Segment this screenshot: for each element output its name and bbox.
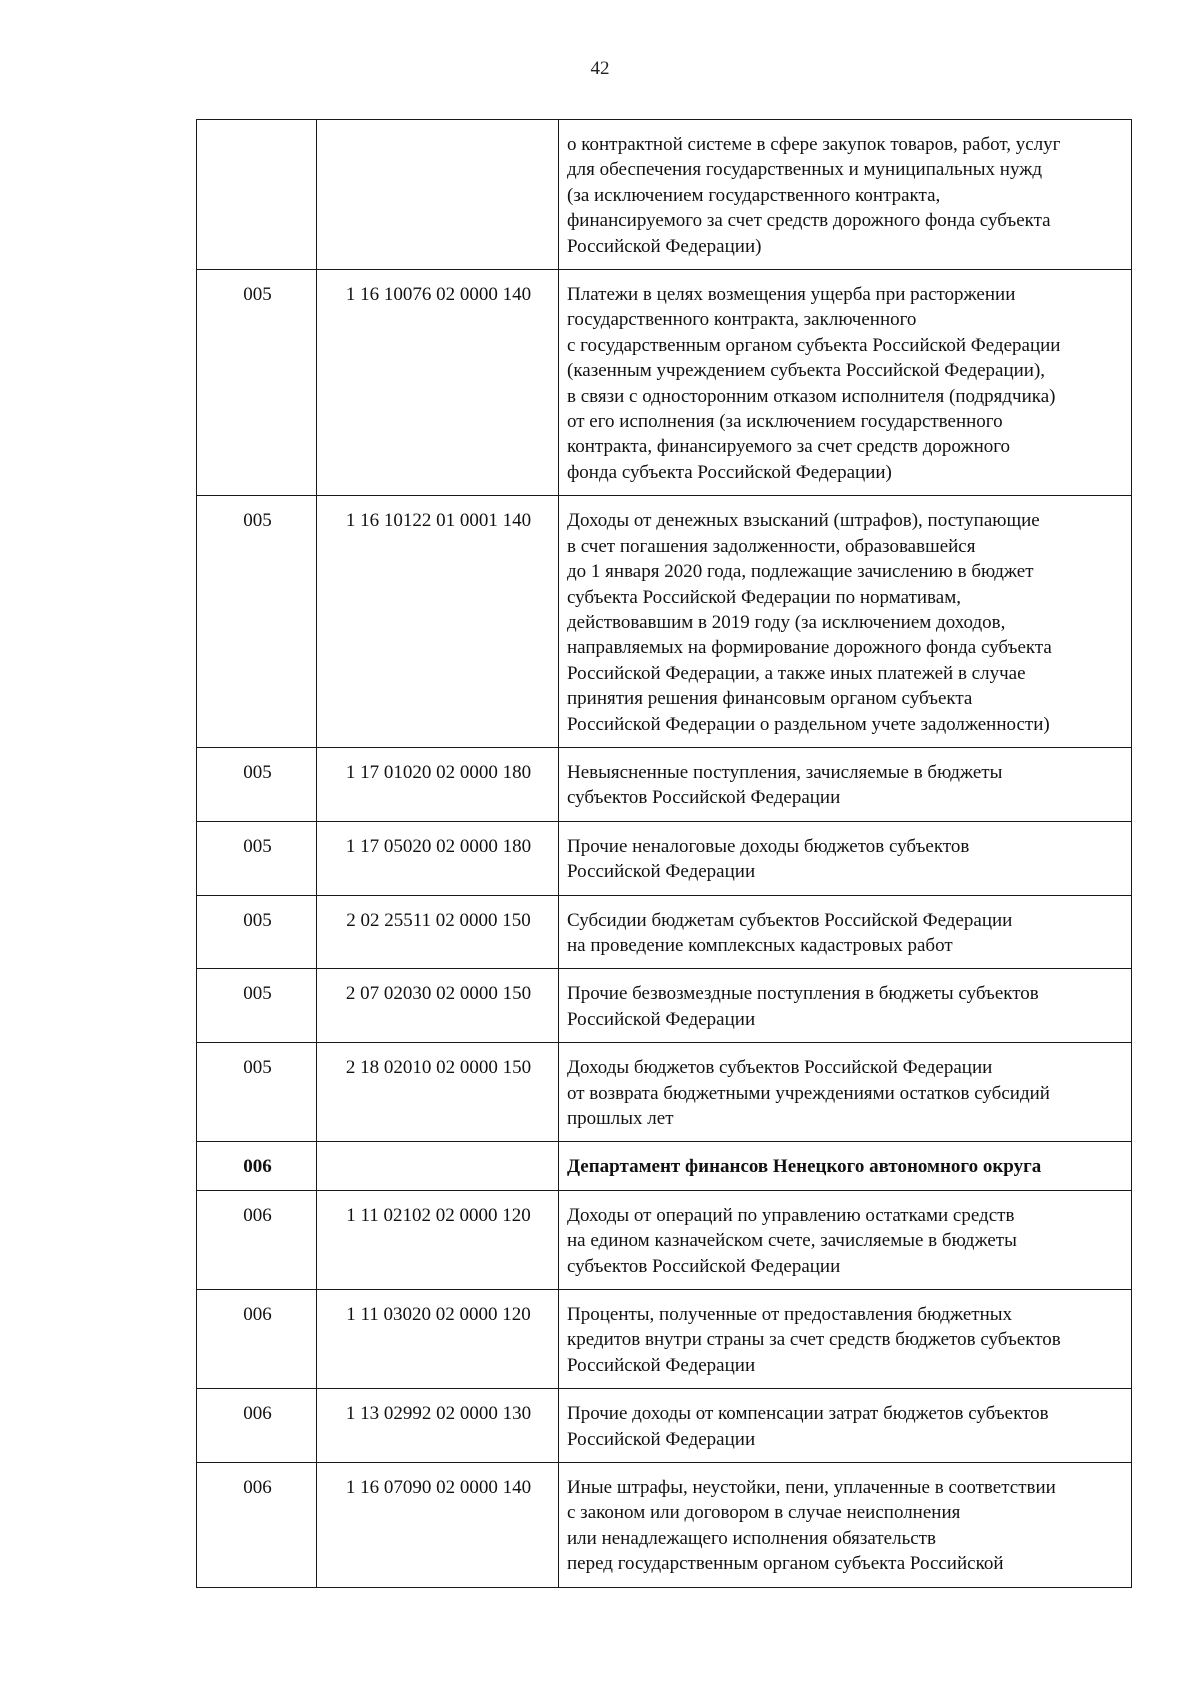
revenue-description-cell xyxy=(559,1142,1132,1190)
description-line: Российской Федерации) xyxy=(567,235,762,257)
table-row xyxy=(197,270,1132,496)
budget-classification-code-cell: 1 11 02102 02 0000 120 xyxy=(317,1190,559,1289)
revenue-description-cell xyxy=(559,895,1132,969)
admin-code-cell: 005 xyxy=(197,747,317,821)
table-row xyxy=(197,496,1132,748)
table-row xyxy=(197,1190,1132,1289)
table-row xyxy=(197,1142,1132,1190)
description-line: от его исполнения (за исключением государственного xyxy=(567,411,1003,433)
description-line: Невыясненные поступления, зачисляемые в бюджеты xyxy=(567,761,1003,783)
description-line: Доходы от операций по управлению остатками средств xyxy=(567,1204,1015,1226)
admin-code-cell: 006 xyxy=(197,1190,317,1289)
description-line: на едином казначейском счете, зачисляемые в бюджеты xyxy=(567,1230,1017,1252)
table-row xyxy=(197,1389,1132,1463)
description-line: до 1 января 2020 года, подлежащие зачислению в бюджет xyxy=(567,561,1034,583)
description-line: субъектов Российской Федерации xyxy=(567,1255,841,1277)
revenue-description-cell xyxy=(559,1290,1132,1389)
description-line: Прочие неналоговые доходы бюджетов субъектов xyxy=(567,835,970,857)
description-line: Доходы от денежных взысканий (штрафов), поступающие xyxy=(567,510,1040,532)
admin-code-cell: 005 xyxy=(197,895,317,969)
description-line: принятия решения финансовым органом субъекта xyxy=(567,688,973,710)
description-line: для обеспечения государственных и муниципальных нужд xyxy=(567,159,1043,181)
table-row xyxy=(197,969,1132,1043)
budget-classification-code-cell: 1 17 01020 02 0000 180 xyxy=(317,747,559,821)
description-line: в связи с односторонним отказом исполнителя (подрядчика) xyxy=(567,385,1056,407)
description-line: Иные штрафы, неустойки, пени, уплаченные в соответствии xyxy=(567,1477,1056,1499)
revenue-description-cell xyxy=(559,496,1132,748)
description-line: государственного контракта, заключенного xyxy=(567,309,917,331)
description-line: направляемых на формирование дорожного фонда субъекта xyxy=(567,637,1052,659)
revenue-description-cell xyxy=(559,747,1132,821)
description-line: (за исключением государственного контракта, xyxy=(567,184,941,206)
admin-code-cell: 005 xyxy=(197,969,317,1043)
description-line: перед государственным органом субъекта Российской xyxy=(567,1553,1004,1575)
admin-code-cell: 006 xyxy=(197,1389,317,1463)
description-line: (казенным учреждением субъекта Российской Федерации), xyxy=(567,360,1046,382)
description-line: фонда субъекта Российской Федерации) xyxy=(567,461,892,483)
table-row xyxy=(197,1290,1132,1389)
description-line: субъектов Российской Федерации xyxy=(567,787,841,809)
description-line: Российской Федерации, а также иных платежей в случае xyxy=(567,662,1026,684)
admin-code-cell: 005 xyxy=(197,270,317,496)
admin-code-cell: 005 xyxy=(197,1043,317,1142)
budget-classification-code-cell: 2 07 02030 02 0000 150 xyxy=(317,969,559,1043)
admin-code-cell: 006 xyxy=(197,1463,317,1588)
table-body xyxy=(197,120,1132,1588)
description-line: действовавшим в 2019 году (за исключением доходов, xyxy=(567,611,1006,633)
budget-classification-code-cell: 1 16 07090 02 0000 140 xyxy=(317,1463,559,1588)
description-line: контракта, финансируемого за счет средств дорожного xyxy=(567,436,1011,458)
revenue-codes-table xyxy=(196,119,1132,1588)
description-line: финансируемого за счет средств дорожного фонда субъекта xyxy=(567,210,1051,232)
revenue-description-cell xyxy=(559,1463,1132,1588)
admin-code-cell xyxy=(197,120,317,270)
description-line: Российской Федерации xyxy=(567,1008,756,1030)
revenue-description-cell xyxy=(559,270,1132,496)
table-row xyxy=(197,1043,1132,1142)
admin-code-cell: 005 xyxy=(197,496,317,748)
table-row xyxy=(197,747,1132,821)
revenue-description-cell xyxy=(559,1389,1132,1463)
description-line: Департамент финансов Ненецкого автономного округа xyxy=(567,1156,1042,1178)
budget-classification-code-cell: 1 13 02992 02 0000 130 xyxy=(317,1389,559,1463)
description-line: Российской Федерации xyxy=(567,861,756,883)
description-line: Прочие безвозмездные поступления в бюджеты субъектов xyxy=(567,983,1039,1005)
budget-classification-code-cell: 2 18 02010 02 0000 150 xyxy=(317,1043,559,1142)
budget-classification-code-cell: 1 17 05020 02 0000 180 xyxy=(317,821,559,895)
description-line: о контрактной системе в сфере закупок товаров, работ, услуг xyxy=(567,134,1061,155)
revenue-description-cell xyxy=(559,120,1132,270)
table-row xyxy=(197,895,1132,969)
description-line: Проценты, полученные от предоставления бюджетных xyxy=(567,1304,1012,1326)
budget-classification-code-cell: 2 02 25511 02 0000 150 xyxy=(317,895,559,969)
table-row xyxy=(197,821,1132,895)
description-line: Субсидии бюджетам субъектов Российской Федерации xyxy=(567,909,1013,931)
description-line: Российской Федерации xyxy=(567,1428,756,1450)
description-line: субъекта Российской Федерации по нормативам, xyxy=(567,586,961,608)
description-line: Российской Федерации о раздельном учете задолженности) xyxy=(567,713,1050,735)
description-line: Доходы бюджетов субъектов Российской Федерации xyxy=(567,1057,993,1079)
table-row xyxy=(197,120,1132,270)
admin-code-cell: 006 xyxy=(197,1142,317,1190)
description-line: с государственным органом субъекта Российской Федерации xyxy=(567,334,1061,356)
table-row xyxy=(197,1463,1132,1588)
description-line: в счет погашения задолженности, образовавшейся xyxy=(567,535,976,557)
description-line: Российской Федерации xyxy=(567,1354,756,1376)
budget-classification-code-cell: 1 16 10076 02 0000 140 xyxy=(317,270,559,496)
budget-classification-code-cell: 1 16 10122 01 0001 140 xyxy=(317,496,559,748)
budget-classification-code-cell xyxy=(317,1142,559,1190)
revenue-description-cell xyxy=(559,1190,1132,1289)
description-line: от возврата бюджетными учреждениями остатков субсидий xyxy=(567,1082,1050,1104)
page-number: 42 xyxy=(590,58,610,79)
description-line: кредитов внутри страны за счет средств бюджетов субъектов xyxy=(567,1329,1061,1351)
revenue-description-cell xyxy=(559,969,1132,1043)
description-line: Прочие доходы от компенсации затрат бюджетов субъектов xyxy=(567,1403,1049,1425)
admin-code-cell: 006 xyxy=(197,1290,317,1389)
description-line: или ненадлежащего исполнения обязательств xyxy=(567,1527,936,1549)
admin-code-cell: 005 xyxy=(197,821,317,895)
description-line: с законом или договором в случае неисполнения xyxy=(567,1502,961,1524)
description-line: на проведение комплексных кадастровых работ xyxy=(567,934,953,956)
revenue-description-cell xyxy=(559,821,1132,895)
revenue-description-cell xyxy=(559,1043,1132,1142)
description-line: Платежи в целях возмещения ущерба при расторжении xyxy=(567,284,1016,306)
description-line: прошлых лет xyxy=(567,1108,674,1129)
budget-classification-code-cell: 1 11 03020 02 0000 120 xyxy=(317,1290,559,1389)
budget-classification-code-cell xyxy=(317,120,559,270)
